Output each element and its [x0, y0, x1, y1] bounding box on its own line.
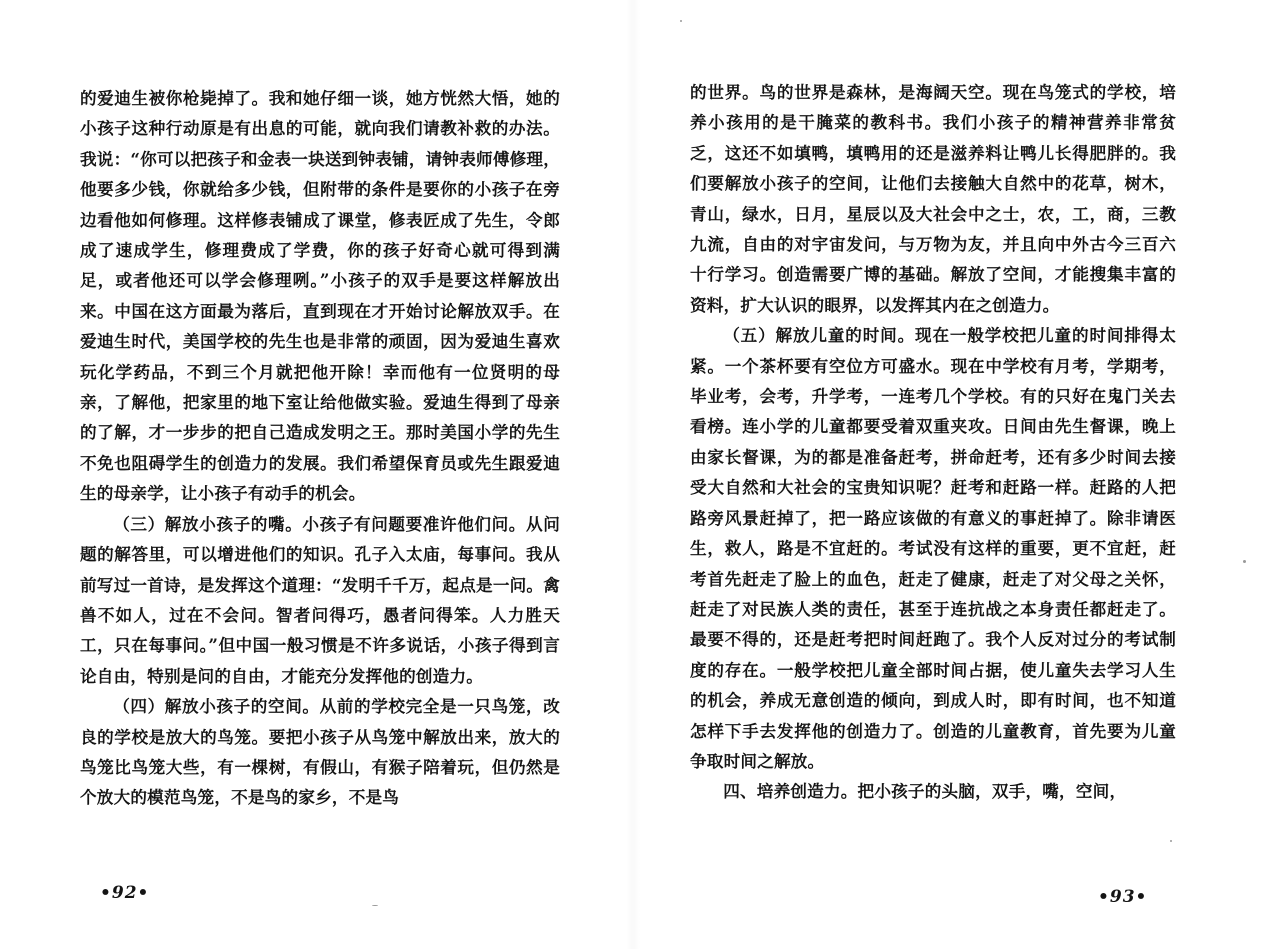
left-page-body: [80, 83, 560, 813]
scan-speck: [680, 20, 682, 22]
scan-speck: [372, 905, 378, 906]
paragraph-liberate-time: （五）解放儿童的时间。现在一般学校把儿童的时间排得太紧。一个茶杯要有空位方可盛水。现在中学校有月考，学期考，毕业考，会考，升学考，一连考几个学校。有的只好在鬼门关去看榜。连小学的儿童都要受着双重夹攻。日间由先生督课，晚上由家长督课，为的都是准备赶考，拼命赶考，还有多少时间去接受大自然和大社会的宝贵知识呢？赶考和赶路一样。赶路的人把路旁风景赶掉了，把一路应该做的有意义的事赶掉了。除非请医生，救人，路是不宜赶的。考试没有这样的重要，更不宜赶，赶考首先赶走了脸上的血色，赶走了健康，赶走了对父母之关怀，赶走了对民族人类的责任，甚至于连抗战之本身责任都赶走了。最要不得的，还是赶考把时间赶跑了。我个人反对过分的考试制度的存在。一般学校把儿童全部时间占据，使儿童失去学习人生的机会，养成无意创造的倾向，到成人时，即有时间，也不知道怎样下手去发挥他的创造力了。创造的儿童教育，首先要为儿童争取时间之解放。: [690, 325, 1176, 771]
paragraph-liberate-space: （四）解放小孩子的空间。从前的学校完全是一只鸟笼，改良的学校是放大的鸟笼。要把小孩子从鸟笼中解放出来，放大的鸟笼比鸟笼大些，有一棵树，有假山，有猴子陪着玩，但仍然是个放大的模范鸟笼，不是鸟的家乡，不是鸟: [80, 696, 560, 808]
scan-speck: [1170, 840, 1172, 842]
paragraph-edison-continued: 的爱迪生被你枪毙掉了。我和她仔细一谈，她方恍然大悟，她的小孩子这种行动原是有出息的可能，就向我们请教补救的办法。我说：“你可以把孩子和金表一块送到钟表铺，请钟表师傅修理，他要多少钱，你就给多少钱，但附带的条件是要你的小孩子在旁边看他如何修理。这样修表铺成了课堂，修表匠成了先生，令郎成了速成学生，修理费成了学费，你的孩子好奇心就可得到满足，或者他还可以学会修理咧。”小孩子的双手是要这样解放出来。中国在这方面最为落后，直到现在才开始讨论解放双手。在爱迪生时代，美国学校的先生也是非常的顽固，因为爱迪生喜欢玩化学药品，不到三个月就把他开除！幸而他有一位贤明的母亲，了解他，把家里的地下室让给他做实验。爱迪生得到了母亲的了解，才一步步的把自己造成发明之王。那时美国小学的先生不免也阻碍学生的创造力的发展。我们希望保育员或先生跟爱迪生的母亲学，让小孩子有动手的机会。: [80, 88, 560, 504]
right-page-body: [690, 77, 1176, 807]
right-page: [633, 0, 1266, 949]
section-heading-cultivate-creativity: 四、培养创造力。把小孩子的头脑，双手，嘴，空间，: [723, 781, 1127, 802]
paragraph-space-continued: 的世界。鸟的世界是森林，是海阔天空。现在鸟笼式的学校，培养小孩用的是干腌菜的教科书。我们小孩子的精神营养非常贫乏，这还不如填鸭，填鸭用的还是滋养料让鸭儿长得肥胖的。我们要解放小孩子的空间，让他们去接触大自然中的花草，树木，青山，绿水，日月，星辰以及大社会中之士，农，工，商，三教九流，自由的对宇宙发问，与万物为友，并且向中外古今三百六十行学习。创造需要广博的基础。解放了空间，才能搜集丰富的资料，扩大认识的眼界，以发挥其内在之创造力。: [690, 82, 1176, 315]
paragraph-liberate-mouth: （三）解放小孩子的嘴。小孩子有问题要准许他们问。从问题的解答里，可以增进他们的知识。孔子入太庙，每事问。我从前写过一首诗，是发挥这个道理：“发明千千万，起点是一问。禽兽不如人，过在不会问。智者问得巧，愚者问得笨。人力胜天工，只在每事问。”但中国一般习惯是不许多说话，小孩子得到言论自由，特别是问的自由，才能充分发挥他的创造力。: [80, 513, 560, 686]
page-number-right: •93•: [1098, 887, 1148, 907]
page-number-left: •92•: [100, 883, 150, 903]
scan-speck: [1243, 560, 1246, 563]
